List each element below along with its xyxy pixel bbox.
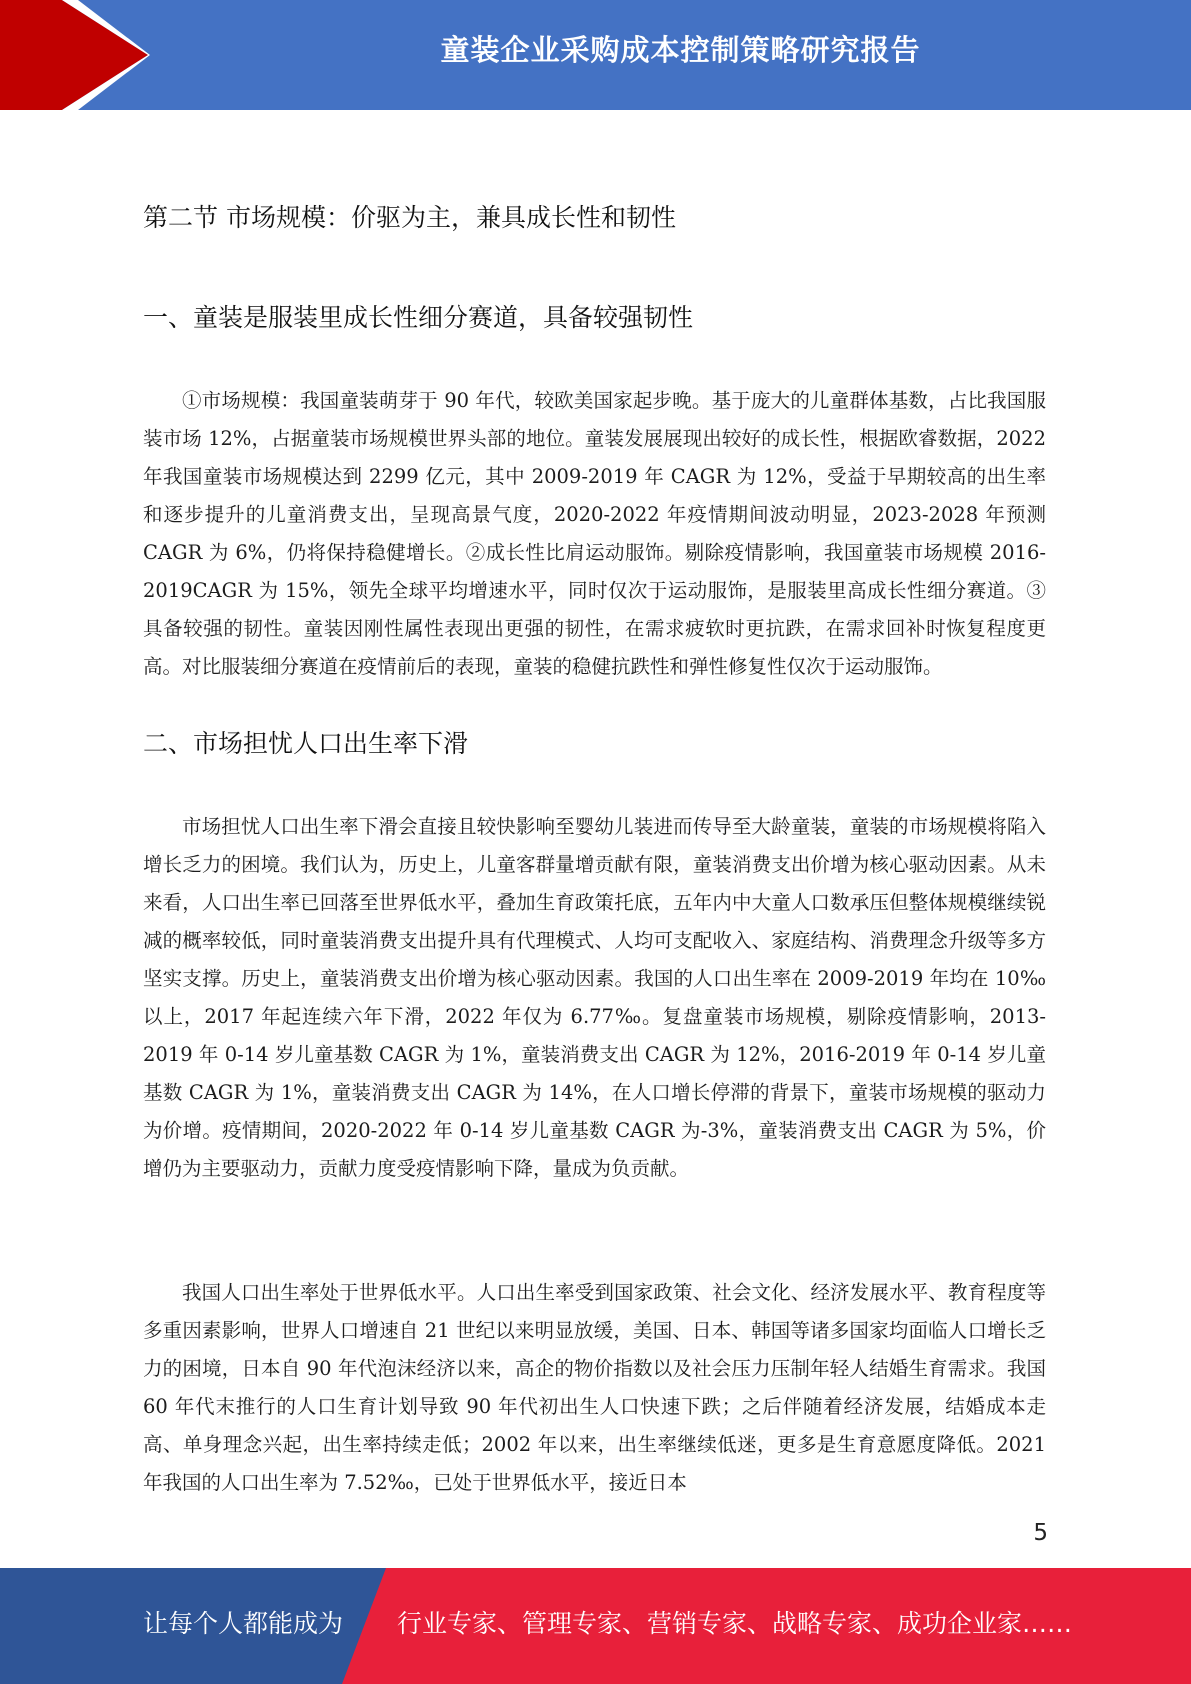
body-paragraph: 我国人口出生率处于世界低水平。人口出生率受到国家政策、社会文化、经济发展水平、教育程度等多重因素影响，世界人口增速自 21 世纪以来明显放缓，美国、日本、韩国等诸多国家均面临人口增长乏力的困境，日本自 90 年代泡沫经济以来，高企的物价指数以及社会压力压制年轻人结婚生育需求。我国 60 年代末推行的人口生育计划导致 90 年代初出生人口快速下跌；之后伴随着经济发展，结婚成本走高、单身理念兴起，出生率持续走低；2002 年以来，出生率继续低迷，更多是生育意愿度降低。2021 年我国的人口出生率为 7.52‰，已处于世界低水平，接近日本 [143,1281,1046,1494]
subsection-heading-1: 一、童装是服装里成长性细分赛道，具备较强韧性 [143,303,694,332]
page-header [0,0,1191,110]
page-number: 5 [1033,1520,1048,1546]
header-chevron-icon [0,0,160,110]
body-paragraph: 市场担忧人口出生率下滑会直接且较快影响至婴幼儿装进而传导至大龄童装，童装的市场规模将陷入增长乏力的困境。我们认为，历史上，儿童客群量增贡献有限，童装消费支出价增为核心驱动因素。从未来看，人口出生率已回落至世界低水平，叠加生育政策托底，五年内中大童人口数承压但整体规模继续锐减的概率较低，同时童装消费支出提升具有代理模式、人均可支配收入、家庭结构、消费理念升级等多方坚实支撑。历史上，童装消费支出价增为核心驱动因素。我国的人口出生率在 2009-2019 年均在 10‰以上，2017 年起连续六年下滑，2022 年仅为 6.77‰。复盘童装市场规模，剔除疫情影响，2013-2019 年 0-14 岁儿童基数 CAGR 为 1%，童装消费支出 CAGR 为 12%，2016-2019 年 0-14 岁儿童基数 CAGR 为 1%，童装消费支出 CAGR 为 14%，在人口增长停滞的背景下，童装市场规模的驱动力为价增。疫情期间，2020-2022 年 0-14 岁儿童基数 CAGR 为-3%，童装消费支出 CAGR 为 5%，价增仍为主要驱动力，贡献力度受疫情影响下降，量成为负贡献。 [143,815,1046,1180]
document-title: 童装企业采购成本控制策略研究报告 [440,33,921,67]
footer-slogan-right: 行业专家、管理专家、营销专家、战略专家、成功企业家…… [397,1609,1073,1638]
body-paragraph: ①市场规模：我国童装萌芽于 90 年代，较欧美国家起步晚。基于庞大的儿童群体基数，占比我国服装市场 12%，占据童装市场规模世界头部的地位。童装发展展现出较好的成长性，根据欧睿数据，2022 年我国童装市场规模达到 2299 亿元，其中 2009-2019 年 CAGR 为 12%，受益于早期较高的出生率和逐步提升的儿童消费支出，呈现高景气度，2020-2022 年疫情期间波动明显，2023-2028 年预测 CAGR 为 6%，仍将保持稳健增长。②成长性比肩运动服饰。剔除疫情影响，我国童装市场规模 2016-2019CAGR 为 15%，领先全球平均增速水平，同时仅次于运动服饰，是服装里高成长性细分赛道。③具备较强的韧性。童装因刚性属性表现出更强的韧性，在需求疲软时更抗跌，在需求回补时恢复程度更高。对比服装细分赛道在疫情前后的表现，童装的稳健抗跌性和弹性修复性仅次于运动服饰。 [143,389,1046,678]
page-content [143,198,1046,1502]
page-footer [0,1568,1191,1684]
section-title: 第二节 市场规模：价驱为主，兼具成长性和韧性 [143,203,676,232]
subsection-heading-2: 二、市场担忧人口出生率下滑 [143,729,469,758]
footer-slogan-left: 让每个人都能成为 [143,1609,344,1638]
